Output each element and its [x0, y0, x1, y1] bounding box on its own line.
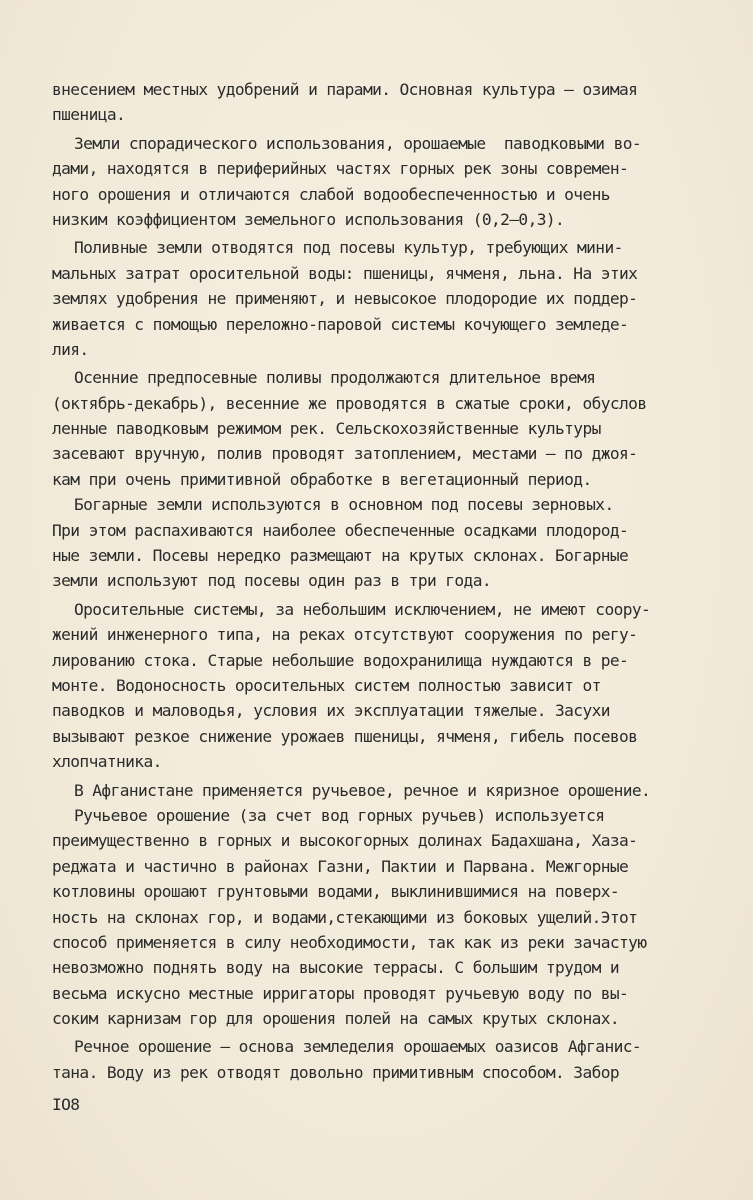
- text-line: внесением местных удобрений и парами. Основная культура – озимая: [52, 80, 638, 99]
- text-line: землях удобрения не применяют, и невысокое плодородие их поддер-: [52, 289, 638, 309]
- text-line: засевают вручную, полив проводят затоплением, местами – по джоя-: [52, 444, 638, 464]
- text-line: Оросительные системы, за небольшим исключением, не имеют соору-: [74, 599, 651, 619]
- text-line: Ручьевое орошение (за счет вод горных ручьев) используется: [74, 805, 605, 825]
- text-line: земли используют под посевы один раз в три года.: [52, 571, 491, 591]
- text-line: котловины орошают грунтовыми водами, выклинившимися на поверх-: [52, 882, 620, 902]
- text-line: весьма искусно местные ирригаторы проводят ручьевую воду по вы-: [52, 983, 629, 1003]
- text-line: Земли спорадического использования, орошаемые паводковыми во-: [74, 133, 642, 153]
- text-line: ность на склонах гор, и водами,стекающими из боковых ущелий.Этот: [52, 907, 638, 927]
- text-line: реджата и частично в районах Газни, Пактии и Парвана. Межгорные: [52, 856, 629, 876]
- text-line: жений инженерного типа, на реках отсутствуют сооружения по регу-: [52, 625, 638, 645]
- text-line: Поливные земли отводятся под посевы культур, требующих мини-: [74, 238, 623, 258]
- text-line: лия.: [52, 339, 89, 359]
- text-line: Осенние предпосевные поливы продолжаются длительное время: [74, 368, 596, 388]
- text-line: (октябрь-декабрь), весенние же проводятся в сжатые сроки, обуслов: [52, 393, 647, 413]
- text-line: паводков и маловодья, условия их эксплуатации тяжелые. Засухи: [52, 701, 610, 721]
- text-line: мальных затрат оросительной воды: пшеницы, ячменя, льна. На этих: [52, 263, 638, 283]
- text-line: ленные паводковым режимом рек. Сельскохозяйственные культуры: [52, 419, 601, 439]
- text-line: преимущественно в горных и высокогорных долинах Бадахшана, Хаза-: [52, 831, 638, 851]
- text-line: соким карнизам гор для орошения полей на самых крутых склонах.: [52, 1009, 620, 1029]
- page-number: IO8: [52, 1095, 80, 1114]
- text-line: Речное орошение – основа земледелия орошаемых оазисов Афганис-: [74, 1037, 642, 1057]
- text-line: низким коэффициентом земельного использования (0,2–0,3).: [52, 209, 565, 229]
- text-line: кам при очень примитивной обработке в вегетационный период.: [52, 469, 592, 489]
- text-line: невозможно поднять воду на высокие террасы. С большим трудом и: [52, 958, 620, 978]
- text-line: При этом распахиваются наиболее обеспеченные осадками плодород-: [52, 520, 629, 540]
- body-text: [52, 77, 752, 1085]
- text-line: монте. Водоносность оросительных систем полностью зависит от: [52, 675, 601, 695]
- text-line: лированию стока. Старые небольшие водохранилища нуждаются в ре-: [52, 650, 629, 670]
- text-line: живается с помощью переложно-паровой системы кочующего земледе-: [52, 314, 629, 334]
- text-line: В Афганистане применяется ручьевое, речное и кяризное орошение.: [74, 780, 651, 800]
- text-line: вызывают резкое снижение урожаев пшеницы, ячменя, гибель посевов: [52, 726, 638, 746]
- text-line: тана. Воду из рек отводят довольно примитивным способом. Забор: [52, 1062, 620, 1082]
- text-line: способ применяется в силу необходимости, так как из реки зачастую: [52, 932, 647, 952]
- text-line: дами, находятся в периферийных частях горных рек зоны современ-: [52, 159, 629, 179]
- text-line: хлопчатника.: [52, 752, 162, 772]
- text-line: Богарные земли используются в основном под посевы зерновых.: [74, 495, 614, 515]
- text-line: ного орошения и отличаются слабой водообеспеченностью и очень: [52, 184, 610, 204]
- text-line: пшеница.: [52, 105, 126, 125]
- text-line: ные земли. Посевы нередко размещают на крутых склонах. Богарные: [52, 546, 629, 566]
